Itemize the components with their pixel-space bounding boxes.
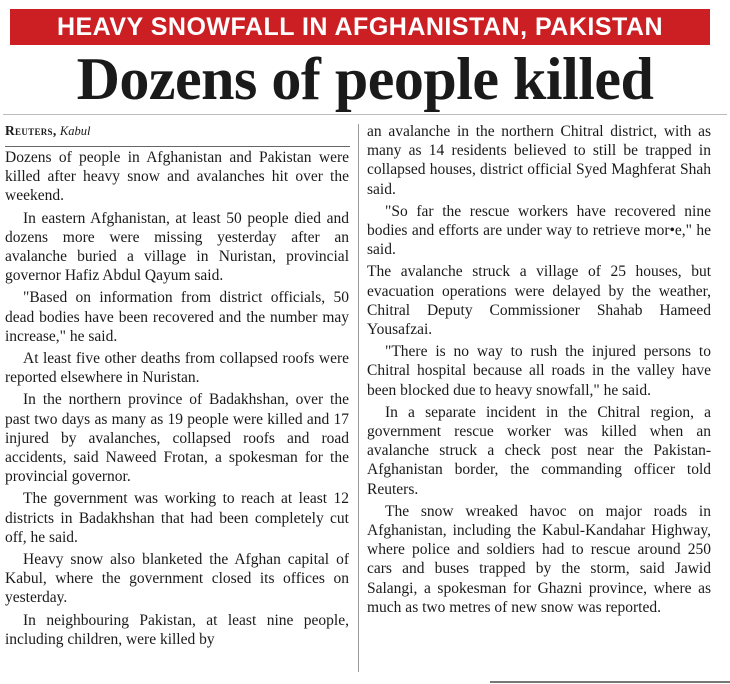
paragraph: The government was working to reach at least 12 districts in Badakhshan that had been completely cut off, he said. — [5, 490, 349, 546]
paragraph: The snow wreaked havoc on major roads in Afghanistan, including the Kabul-Kandahar Highway, where police and soldiers had to rescue around 250 cars and buses trapped by the storm, said Jawid Salangi, a spokesman for Ghazni province, where as much as two metres of new snow was reported. — [367, 502, 711, 616]
paragraph: In a separate incident in the Chitral region, a government rescue worker was killed when an avalanche struck a check post near the Pakistan-Afghanistan border, the commanding officer told Reuters. — [367, 403, 711, 498]
paragraph: In eastern Afghanistan, at least 50 people died and dozens more were missing yesterday after an avalanche buried a village in Nuristan, provincial governor Hafiz Abdul Qayum said. — [5, 209, 349, 285]
article-column-1 — [5, 122, 349, 652]
paragraph: Heavy snow also blanketed the Afghan capital of Kabul, where the government closed its offices on yesterday. — [5, 551, 349, 607]
paragraph: "Based on information from district officials, 50 dead bodies have been recovered and the number may increase," he said. — [5, 289, 349, 345]
paragraph: an avalanche in the northern Chitral district, with as many as 14 residents believed to still be trapped in collapsed houses, district official Syed Maghferat Shah said. — [367, 123, 711, 198]
paragraph: Dozens of people in Afghanistan and Pakistan were killed after heavy snow and avalanches hit over the weekend. — [5, 149, 349, 205]
headline-rule — [3, 114, 727, 115]
paragraph: "So far the rescue workers have recovered nine bodies and efforts are under way to retrieve mor•e," he said. — [367, 202, 711, 259]
paragraph: At least five other deaths from collapsed roofs were reported elsewhere in Nuristan. — [5, 350, 349, 387]
bottom-rule — [490, 681, 730, 683]
article-column-2 — [367, 122, 711, 620]
headline: Dozens of people killed — [76, 46, 654, 112]
byline-place: Kabul — [59, 124, 91, 138]
paragraph: The avalanche struck a village of 25 houses, but evacuation operations were delayed by the weather, Chitral Deputy Commissioner Shahab Hameed Yousafzai. — [367, 263, 711, 339]
byline — [5, 122, 349, 140]
paragraph: In the northern province of Badakhshan, over the past two days as many as 19 people were killed and 17 injured by avalanches, collapsed roofs and road accidents, said Naweed Frotan, a spokesman for the provincial governor. — [5, 391, 349, 486]
paragraph: In neighbouring Pakistan, at least nine people, including children, were killed by — [5, 611, 349, 648]
kicker-banner: HEAVY SNOWFALL IN AFGHANISTAN, PAKISTAN — [10, 9, 710, 45]
paragraph: "There is no way to rush the injured persons to Chitral hospital because all roads in the valley have been blocked due to heavy snowfall," he said. — [367, 343, 711, 399]
byline-rule — [5, 146, 350, 147]
byline-agency: Reuters, — [5, 123, 57, 138]
column-divider — [358, 124, 359, 672]
